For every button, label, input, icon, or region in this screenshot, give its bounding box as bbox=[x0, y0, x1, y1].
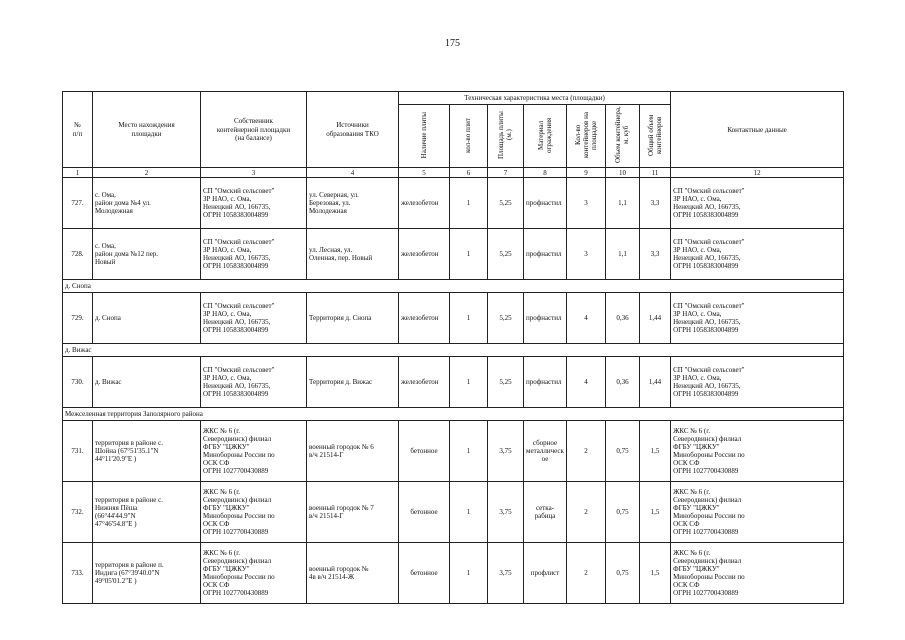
row-total-volume: 3,3 bbox=[640, 229, 671, 280]
row-volume: 0,36 bbox=[606, 357, 640, 408]
header-sources: Источники образования ТКО bbox=[307, 92, 399, 168]
container-site-registry-table bbox=[62, 91, 844, 604]
row-location: д. Вижас bbox=[95, 378, 122, 387]
row-contacts: СП "Омский сельсовет" ЗР НАО, с. Ома, Ненецкий АО, 166735, ОГРН 1058383004899 bbox=[673, 237, 745, 271]
row-plate: бетонное bbox=[399, 482, 450, 543]
row-owner: СП "Омский сельсовет" ЗР НАО, с. Ома, Ненецкий АО, 166735, ОГРН 1058383004899 bbox=[203, 186, 275, 220]
section-row bbox=[63, 280, 844, 293]
column-number: 9 bbox=[567, 168, 606, 178]
row-area: 5,25 bbox=[488, 293, 524, 344]
row-plate: железобетон bbox=[399, 357, 450, 408]
row-owner: ЖКС № 6 (г. Северодвинск) филиал ФГБУ "ЦЖКУ" Минобороны России по ОСК СФ ОГРН 1027700430889 bbox=[203, 487, 275, 537]
row-containers: 2 bbox=[567, 482, 606, 543]
row-containers: 4 bbox=[567, 357, 606, 408]
row-plate: железобетон bbox=[399, 229, 450, 280]
row-area: 5,25 bbox=[488, 178, 524, 229]
row-location: территория в районе с. Шойна (67°51'35.1"N 44°11'20.9"E ) bbox=[95, 438, 163, 464]
row-plate-count: 1 bbox=[450, 543, 488, 604]
row-num: 729. bbox=[63, 293, 93, 344]
row-area: 3,75 bbox=[488, 482, 524, 543]
header-plate: Наличие плиты bbox=[399, 105, 450, 168]
row-volume: 0,75 bbox=[606, 543, 640, 604]
row-plate: бетонное bbox=[399, 421, 450, 482]
row-location: с. Ома, район дома №12 пер. Новый bbox=[95, 241, 159, 267]
row-sources: военный городок № 4в в/ч 21514-Ж bbox=[309, 565, 369, 582]
table-row bbox=[63, 293, 844, 344]
row-owner: СП "Омский сельсовет" ЗР НАО, с. Ома, Ненецкий АО, 166735, ОГРН 1058383004899 bbox=[203, 301, 275, 335]
row-location: территория в районе с. Нижняя Пёша (66°44'44.9"N 47°46'54.8"E ) bbox=[95, 495, 163, 529]
column-number: 12 bbox=[671, 168, 844, 178]
row-total-volume: 1,5 bbox=[640, 543, 671, 604]
section-row bbox=[63, 344, 844, 357]
row-total-volume: 1,5 bbox=[640, 482, 671, 543]
row-location: д. Снопа bbox=[95, 314, 121, 323]
row-fence: профнастил bbox=[524, 357, 567, 408]
header-owner: Собственник контейнерной площадки (на балансе) bbox=[201, 92, 307, 168]
column-number: 1 bbox=[63, 168, 93, 178]
header-volume: Объем контейнера, м. куб bbox=[606, 105, 640, 168]
row-area: 5,25 bbox=[488, 357, 524, 408]
row-volume: 1,1 bbox=[606, 229, 640, 280]
row-num: 728. bbox=[63, 229, 93, 280]
row-location: территория в районе п. Индига (67°39'40.0"N 49°05'01.2"E ) bbox=[95, 560, 164, 586]
row-num: 732. bbox=[63, 482, 93, 543]
row-fence: сетка-рабица bbox=[524, 482, 567, 543]
row-containers: 4 bbox=[567, 293, 606, 344]
row-volume: 0,36 bbox=[606, 293, 640, 344]
row-total-volume: 1,44 bbox=[640, 357, 671, 408]
column-number: 2 bbox=[93, 168, 201, 178]
row-fence: профнастил bbox=[524, 293, 567, 344]
header-fence: Материал ограждения bbox=[524, 105, 567, 168]
row-owner: ЖКС № 6 (г. Северодвинск) филиал ФГБУ "ЦЖКУ" Минобороны России по ОСК СФ ОГРН 1027700430889 bbox=[203, 548, 275, 598]
row-total-volume: 1,5 bbox=[640, 421, 671, 482]
row-sources: военный городок № 6 в/ч 21514-Г bbox=[309, 443, 374, 460]
header-plate-count: кол-во плит bbox=[450, 105, 488, 168]
row-sources: Территория д. Снопа bbox=[309, 314, 372, 323]
section-label: Межселенная территория Заполярного района bbox=[63, 408, 844, 421]
row-contacts: ЖКС № 6 (г. Северодвинск) филиал ФГБУ "ЦЖКУ" Минобороны России по ОСК СФ ОГРН 1027700430889 bbox=[673, 426, 745, 476]
row-owner: СП "Омский сельсовет" ЗР НАО, с. Ома, Ненецкий АО, 166735, ОГРН 1058383004899 bbox=[203, 365, 275, 399]
row-contacts: СП "Омский сельсовет" ЗР НАО, с. Ома, Ненецкий АО, 166735, ОГРН 1058383004899 bbox=[673, 186, 745, 220]
header-total-volume: Общий объем контейнеров bbox=[640, 105, 671, 168]
table-row bbox=[63, 482, 844, 543]
row-containers: 3 bbox=[567, 178, 606, 229]
row-volume: 0,75 bbox=[606, 421, 640, 482]
row-area: 3,75 bbox=[488, 543, 524, 604]
row-plate-count: 1 bbox=[450, 178, 488, 229]
row-volume: 0,75 bbox=[606, 482, 640, 543]
row-plate-count: 1 bbox=[450, 482, 488, 543]
row-owner: СП "Омский сельсовет" ЗР НАО, с. Ома, Ненецкий АО, 166735, ОГРН 1058383004899 bbox=[203, 237, 275, 271]
section-label: д. Вижас bbox=[63, 344, 844, 357]
column-number: 8 bbox=[524, 168, 567, 178]
row-sources: ул. Лесная, ул. Оленная, пер. Новый bbox=[309, 246, 373, 263]
row-area: 3,75 bbox=[488, 421, 524, 482]
column-number: 3 bbox=[201, 168, 307, 178]
row-location: с. Ома, район дома №4 ул. Молодежная bbox=[95, 190, 151, 216]
row-num: 727. bbox=[63, 178, 93, 229]
row-sources: военный городок № 7 в/ч 21514-Г bbox=[309, 504, 374, 521]
row-contacts: ЖКС № 6 (г. Северодвинск) филиал ФГБУ "ЦЖКУ" Минобороны России по ОСК СФ ОГРН 1027700430889 bbox=[673, 548, 745, 598]
row-plate-count: 1 bbox=[450, 357, 488, 408]
row-plate: железобетон bbox=[399, 178, 450, 229]
header-tech: Техническая характеристика места (площадки) bbox=[399, 92, 671, 105]
column-number: 4 bbox=[307, 168, 399, 178]
row-plate-count: 1 bbox=[450, 421, 488, 482]
row-contacts: СП "Омский сельсовет" ЗР НАО, с. Ома, Ненецкий АО, 166735, ОГРН 1058383004899 bbox=[673, 365, 745, 399]
column-number: 10 bbox=[606, 168, 640, 178]
column-number: 7 bbox=[488, 168, 524, 178]
row-fence: профлист bbox=[524, 543, 567, 604]
row-owner: ЖКС № 6 (г. Северодвинск) филиал ФГБУ "ЦЖКУ" Минобороны России по ОСК СФ ОГРН 1027700430889 bbox=[203, 426, 275, 476]
row-area: 5,25 bbox=[488, 229, 524, 280]
row-volume: 1,1 bbox=[606, 178, 640, 229]
row-plate-count: 1 bbox=[450, 293, 488, 344]
row-contacts: ЖКС № 6 (г. Северодвинск) филиал ФГБУ "ЦЖКУ" Минобороны России по ОСК СФ ОГРН 1027700430889 bbox=[673, 487, 745, 537]
column-number: 5 bbox=[399, 168, 450, 178]
row-total-volume: 3,3 bbox=[640, 178, 671, 229]
header-contacts: Контактные данные bbox=[671, 92, 844, 168]
row-num: 731. bbox=[63, 421, 93, 482]
row-fence: профнастил bbox=[524, 229, 567, 280]
row-num: 733. bbox=[63, 543, 93, 604]
row-fence: сборное металлическое bbox=[524, 421, 567, 482]
row-plate-count: 1 bbox=[450, 229, 488, 280]
row-sources: Территория д. Вижас bbox=[309, 378, 373, 387]
table-row bbox=[63, 421, 844, 482]
row-fence: профнастил bbox=[524, 178, 567, 229]
row-plate: железобетон bbox=[399, 293, 450, 344]
row-containers: 2 bbox=[567, 421, 606, 482]
row-plate: бетонное bbox=[399, 543, 450, 604]
header-location: Место нахождения площадки bbox=[93, 92, 201, 168]
row-sources: ул. Северная, ул. Березовая, ул. Молодежная bbox=[309, 190, 359, 216]
header-area: Площадь плиты (м.) bbox=[488, 105, 524, 168]
table-row bbox=[63, 229, 844, 280]
table-row bbox=[63, 543, 844, 604]
row-total-volume: 1,44 bbox=[640, 293, 671, 344]
table-row bbox=[63, 357, 844, 408]
header-num: № п/п bbox=[63, 92, 93, 168]
section-label: д. Снопа bbox=[63, 280, 844, 293]
column-number: 11 bbox=[640, 168, 671, 178]
row-containers: 2 bbox=[567, 543, 606, 604]
row-num: 730. bbox=[63, 357, 93, 408]
section-row bbox=[63, 408, 844, 421]
column-number: 6 bbox=[450, 168, 488, 178]
header-containers: Кол-во контейнеров на площадке bbox=[567, 105, 606, 168]
row-contacts: СП "Омский сельсовет" ЗР НАО, с. Ома, Ненецкий АО, 166735, ОГРН 1058383004899 bbox=[673, 301, 745, 335]
row-containers: 3 bbox=[567, 229, 606, 280]
page-number: 175 bbox=[445, 38, 460, 49]
column-number-row bbox=[63, 168, 844, 178]
table-row bbox=[63, 178, 844, 229]
